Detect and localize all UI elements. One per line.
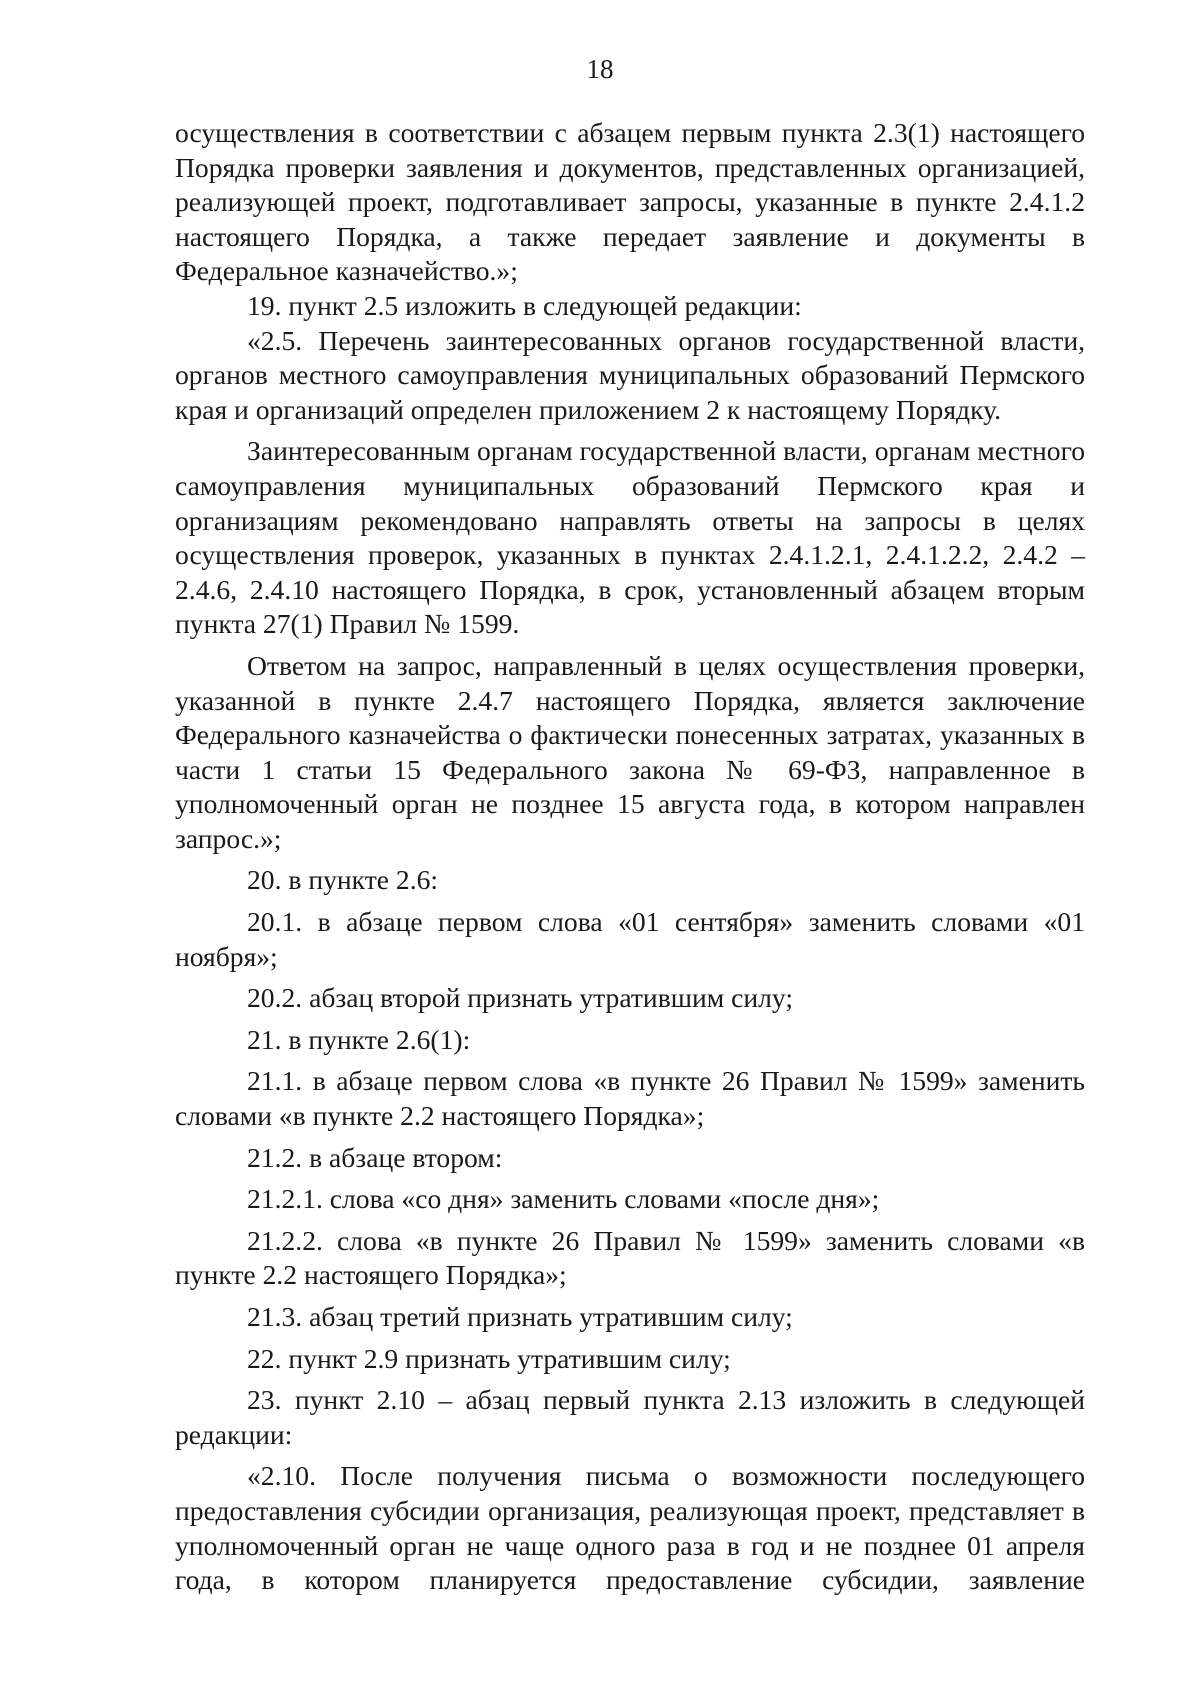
paragraph-item-21: 21. в пункте 2.6(1):	[247, 1023, 471, 1055]
paragraph-item-20-1: 20.1. в абзаце первом слова «01 сентября» заменить словами «01 ноября»;	[175, 906, 1085, 972]
paragraph-item-21-2-2: 21.2.2. слова «в пункте 26 Правил № 1599» заменить словами «в пункте 2.2 настоящего Порядка»;	[175, 1224, 1085, 1291]
paragraph-item-20-2: 20.2. абзац второй признать утратившим силу;	[247, 982, 793, 1014]
paragraph-quote-2-10: «2.10. После получения письма о возможности последующего предоставления субсидии организация, реализующая проект, представляет в уполномоченный орган не чаще одного раза в год и не позднее 01 апреля года, в котором планируется предоставление субсидии, заявление	[175, 1460, 1085, 1596]
paragraph-continuation: осуществления в соответствии с абзацем первым пункта 2.3(1) настоящего Порядка проверки заявления и документов, представленных организацией, реализующей проект, подготавливает запросы, указанные в пункте 2.4.1.2 настоящего Порядка, а также передает заявление и документы в Федеральное казначейство.»;	[175, 117, 1085, 287]
paragraph-item-20: 20. в пункте 2.6:	[247, 864, 439, 896]
page-number: 18	[586, 54, 614, 84]
paragraph-item-19: 19. пункт 2.5 изложить в следующей редакции:	[247, 289, 802, 321]
paragraph-interested-bodies: Заинтересованным органам государственной власти, органам местного самоуправления муниципальных образований Пермского края и организациям рекомендовано направлять ответы на запросы в целях осуществления проверок, указанных в пунктах 2.4.1.2.1, 2.4.1.2.2, 2.4.2 – 2.4.6, 2.4.10 настоящего Порядка, в срок, установленный абзацем вторым пункта 27(1) Правил № 1599.	[175, 435, 1085, 640]
paragraph-quote-2-5: «2.5. Перечень заинтересованных органов государственной власти, органов местного самоуправления муниципальных образований Пермского края и организаций определен приложением 2 к настоящему Порядку.	[175, 324, 1085, 425]
paragraph-response: Ответом на запрос, направленный в целях осуществления проверки, указанной в пункте 2.4.7 настоящего Порядка, является заключение Федерального казначейства о фактически понесенных затратах, указанных в части 1 статьи 15 Федерального закона № 69-ФЗ, направленное в уполномоченный орган не позднее 15 августа года, в котором направлен запрос.»;	[175, 649, 1085, 854]
paragraph-item-23: 23. пункт 2.10 – абзац первый пункта 2.13 изложить в следующей редакции:	[175, 1384, 1085, 1450]
paragraph-item-21-1: 21.1. в абзаце первом слова «в пункте 26 Правил № 1599» заменить словами «в пункте 2.2 настоящего Порядка»;	[175, 1065, 1085, 1132]
paragraph-item-21-3: 21.3. абзац третий признать утратившим силу;	[247, 1301, 793, 1332]
document-body	[175, 116, 1085, 1598]
paragraph-item-21-2-1: 21.2.1. слова «со дня» заменить словами «после дня»;	[247, 1183, 880, 1215]
paragraph-item-22: 22. пункт 2.9 признать утратившим силу;	[247, 1342, 731, 1374]
paragraph-item-21-2: 21.2. в абзаце втором:	[247, 1141, 503, 1173]
